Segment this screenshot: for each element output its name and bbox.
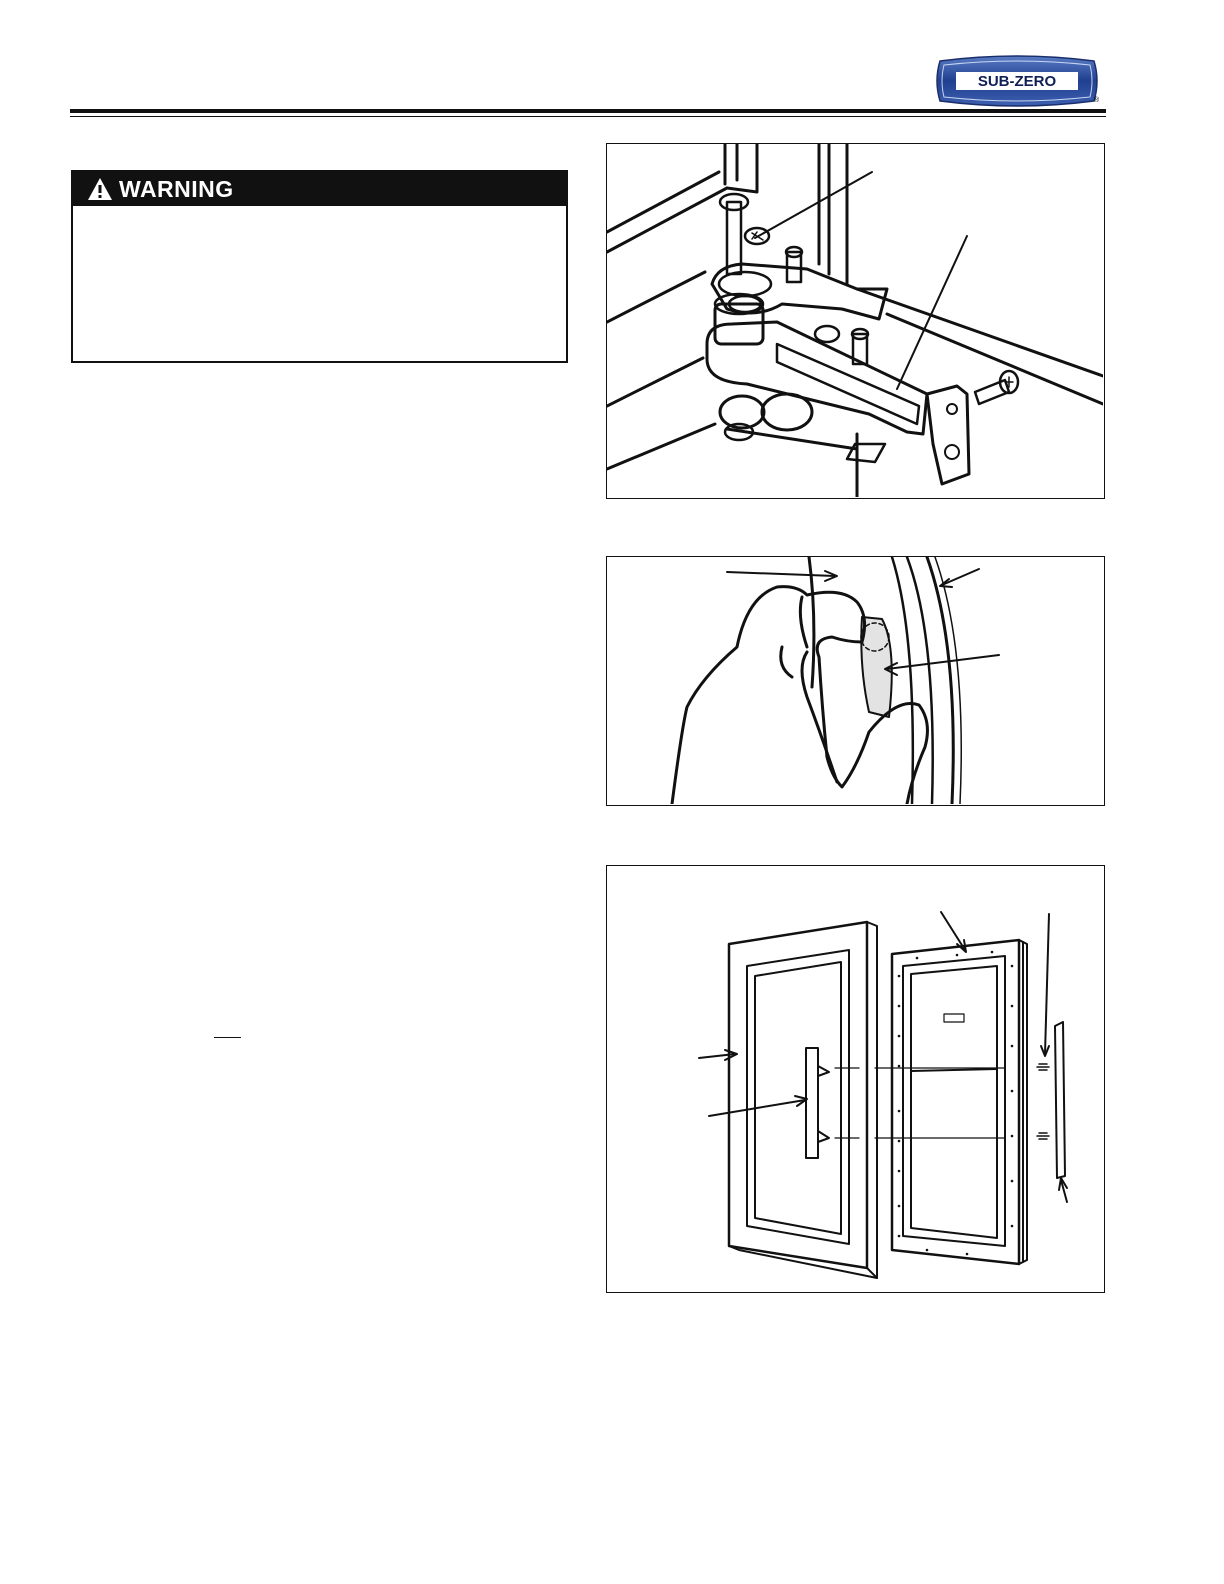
registered-mark: ®: [1094, 97, 1100, 104]
warning-triangle-icon: [87, 177, 113, 201]
gasket-peel-illustration: [606, 556, 1105, 806]
logo-text: SUB-ZERO: [977, 73, 1057, 90]
underline-mark: [214, 1037, 241, 1038]
warning-header: [73, 172, 566, 206]
sub-zero-logo: [934, 55, 1100, 107]
warning-box: [71, 170, 568, 363]
warning-label: WARNING: [119, 175, 234, 202]
header-rule-thin: [70, 116, 1106, 117]
hinge-assembly-illustration: [606, 143, 1105, 499]
header-rule-thick: [70, 109, 1106, 113]
door-panel-exploded-illustration: [606, 865, 1105, 1293]
